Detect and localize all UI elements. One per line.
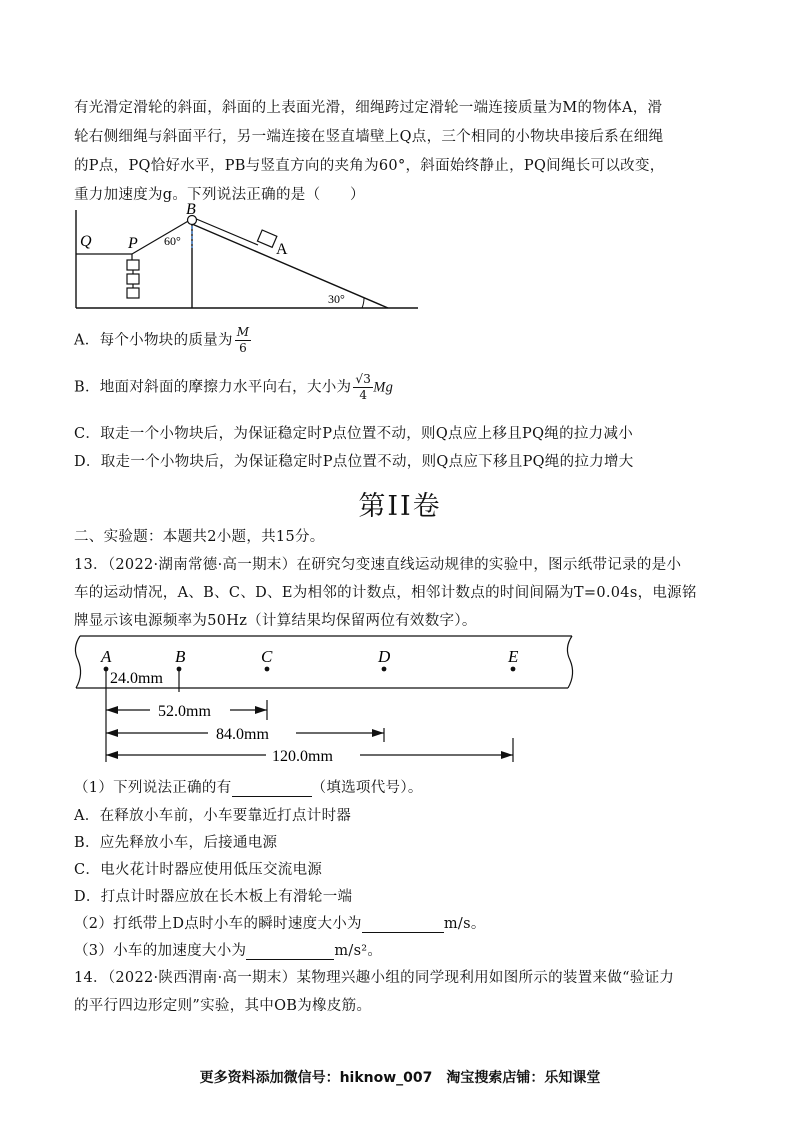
paper-tape-diagram (70, 630, 590, 768)
section-title: 第II卷 (358, 491, 442, 522)
problem12-line3: 的P点，PQ恰好水平，PB与竖直方向的夹角为60°，斜面始终静止，PQ间绳长可以改变， (74, 158, 665, 174)
q1-text: （1）下列说法正确的有 (74, 780, 232, 796)
problem12-option-d: D．取走一个小物块后，为保证稳定时P点位置不动，则Q点应下移且PQ绳的拉力增大 (74, 454, 634, 470)
q2-answer-blank[interactable] (362, 918, 444, 933)
fraction-numerator: √3 (355, 372, 372, 386)
problem12-line1: 有光滑定滑轮的斜面，斜面的上表面光滑，细绳跨过定滑轮一端连接质量为M的物体A，滑 (74, 100, 663, 116)
svg-text:E: E (508, 647, 519, 666)
tape-point-a (100, 647, 112, 671)
problem13-option-a: A．在释放小车前，小车要靠近打点计时器 (74, 808, 352, 824)
problem13-line3: 牌显示该电源频率为50Hz（计算结果均保留两位有效数字）。 (74, 613, 477, 629)
tape-point-b (175, 647, 186, 671)
svg-text:B: B (175, 647, 186, 666)
label-angle-60: 60° (164, 234, 181, 248)
fraction-numerator: M (236, 325, 250, 339)
incline-pulley-diagram (70, 198, 430, 316)
problem13-q2 (74, 912, 486, 933)
problem13-line1: 13．（2022·湖南常德·高一期末）在研究匀变速直线运动规律的实验中，图示纸带记录的是小 (74, 557, 682, 573)
problem14-line1: 14．（2022·陕西渭南·高一期末）某物理兴趣小组的同学现利用如图所示的装置来做“验证力 (74, 970, 675, 986)
fraction-sqrt3-over-4 (353, 372, 373, 403)
q3-text: （3）小车的加速度大小为 (74, 943, 247, 959)
tape-point-d (377, 647, 391, 671)
problem12-line2: 轮右侧细绳与斜面平行，另一端连接在竖直墙壁上Q点，三个相同的小物块串接后系在细绳 (74, 129, 664, 145)
option-a-text: A．每个小物块的质量为 (74, 332, 233, 349)
distance-ad-label: 84.0mm (216, 726, 269, 743)
tape-point-e (507, 647, 519, 671)
fraction-m-over-6 (235, 325, 252, 356)
footer-promo: 更多资料添加微信号：hiknow_007 淘宝搜索店铺：乐知课堂 (199, 1070, 601, 1086)
distance-ac-label: 52.0mm (158, 703, 211, 720)
option-b-tail: Mg (373, 379, 394, 396)
label-angle-30: 30° (328, 292, 345, 306)
label-p: P (128, 235, 138, 252)
problem12-option-a (74, 325, 251, 356)
svg-text:A: A (101, 647, 112, 666)
distance-ab-label: 24.0mm (110, 670, 163, 687)
problem14-line2: 的平行四边形定则”实验，其中OB为橡皮筋。 (74, 998, 372, 1014)
distance-ae-label: 120.0mm (272, 748, 333, 765)
problem13-q1 (74, 776, 423, 797)
label-q: Q (80, 233, 92, 250)
q1-answer-blank[interactable] (232, 782, 312, 797)
q1-tail: （填选项代号）。 (311, 780, 423, 796)
q3-unit: m/s²。 (334, 943, 383, 959)
problem12-line4: 重力加速度为g。下列说法正确的是（ ） (74, 187, 365, 203)
svg-text:C: C (261, 647, 273, 666)
section-heading: 二、实验题：本题共2小题，共15分。 (74, 529, 325, 545)
fraction-denominator: 4 (359, 388, 368, 402)
q3-answer-blank[interactable] (246, 945, 334, 960)
label-a: A (276, 241, 288, 258)
problem12-option-c: C．取走一个小物块后，为保证稳定时P点位置不动，则Q点应上移且PQ绳的拉力减小 (74, 426, 634, 442)
problem13-option-d: D．打点计时器应放在长木板上有滑轮一端 (74, 889, 353, 905)
svg-text:D: D (378, 647, 391, 666)
problem13-q3 (74, 939, 382, 960)
label-b: B (186, 201, 196, 218)
tape-point-c (261, 647, 273, 671)
problem13-option-b: B．应先释放小车，后接通电源 (74, 835, 278, 851)
q2-unit: m/s。 (443, 916, 486, 932)
problem13-option-c: C．电火花计时器应使用低压交流电源 (74, 862, 323, 878)
option-b-text: B．地面对斜面的摩擦力水平向右，大小为 (74, 379, 352, 396)
problem12-option-b (74, 372, 393, 403)
fraction-denominator: 6 (239, 341, 248, 355)
q2-text: （2）打纸带上D点时小车的瞬时速度大小为 (74, 916, 362, 932)
problem13-line2: 车的运动情况，A、B、C、D、E为相邻的计数点，相邻计数点的时间间隔为T=0.04s，电源铭 (74, 585, 697, 601)
